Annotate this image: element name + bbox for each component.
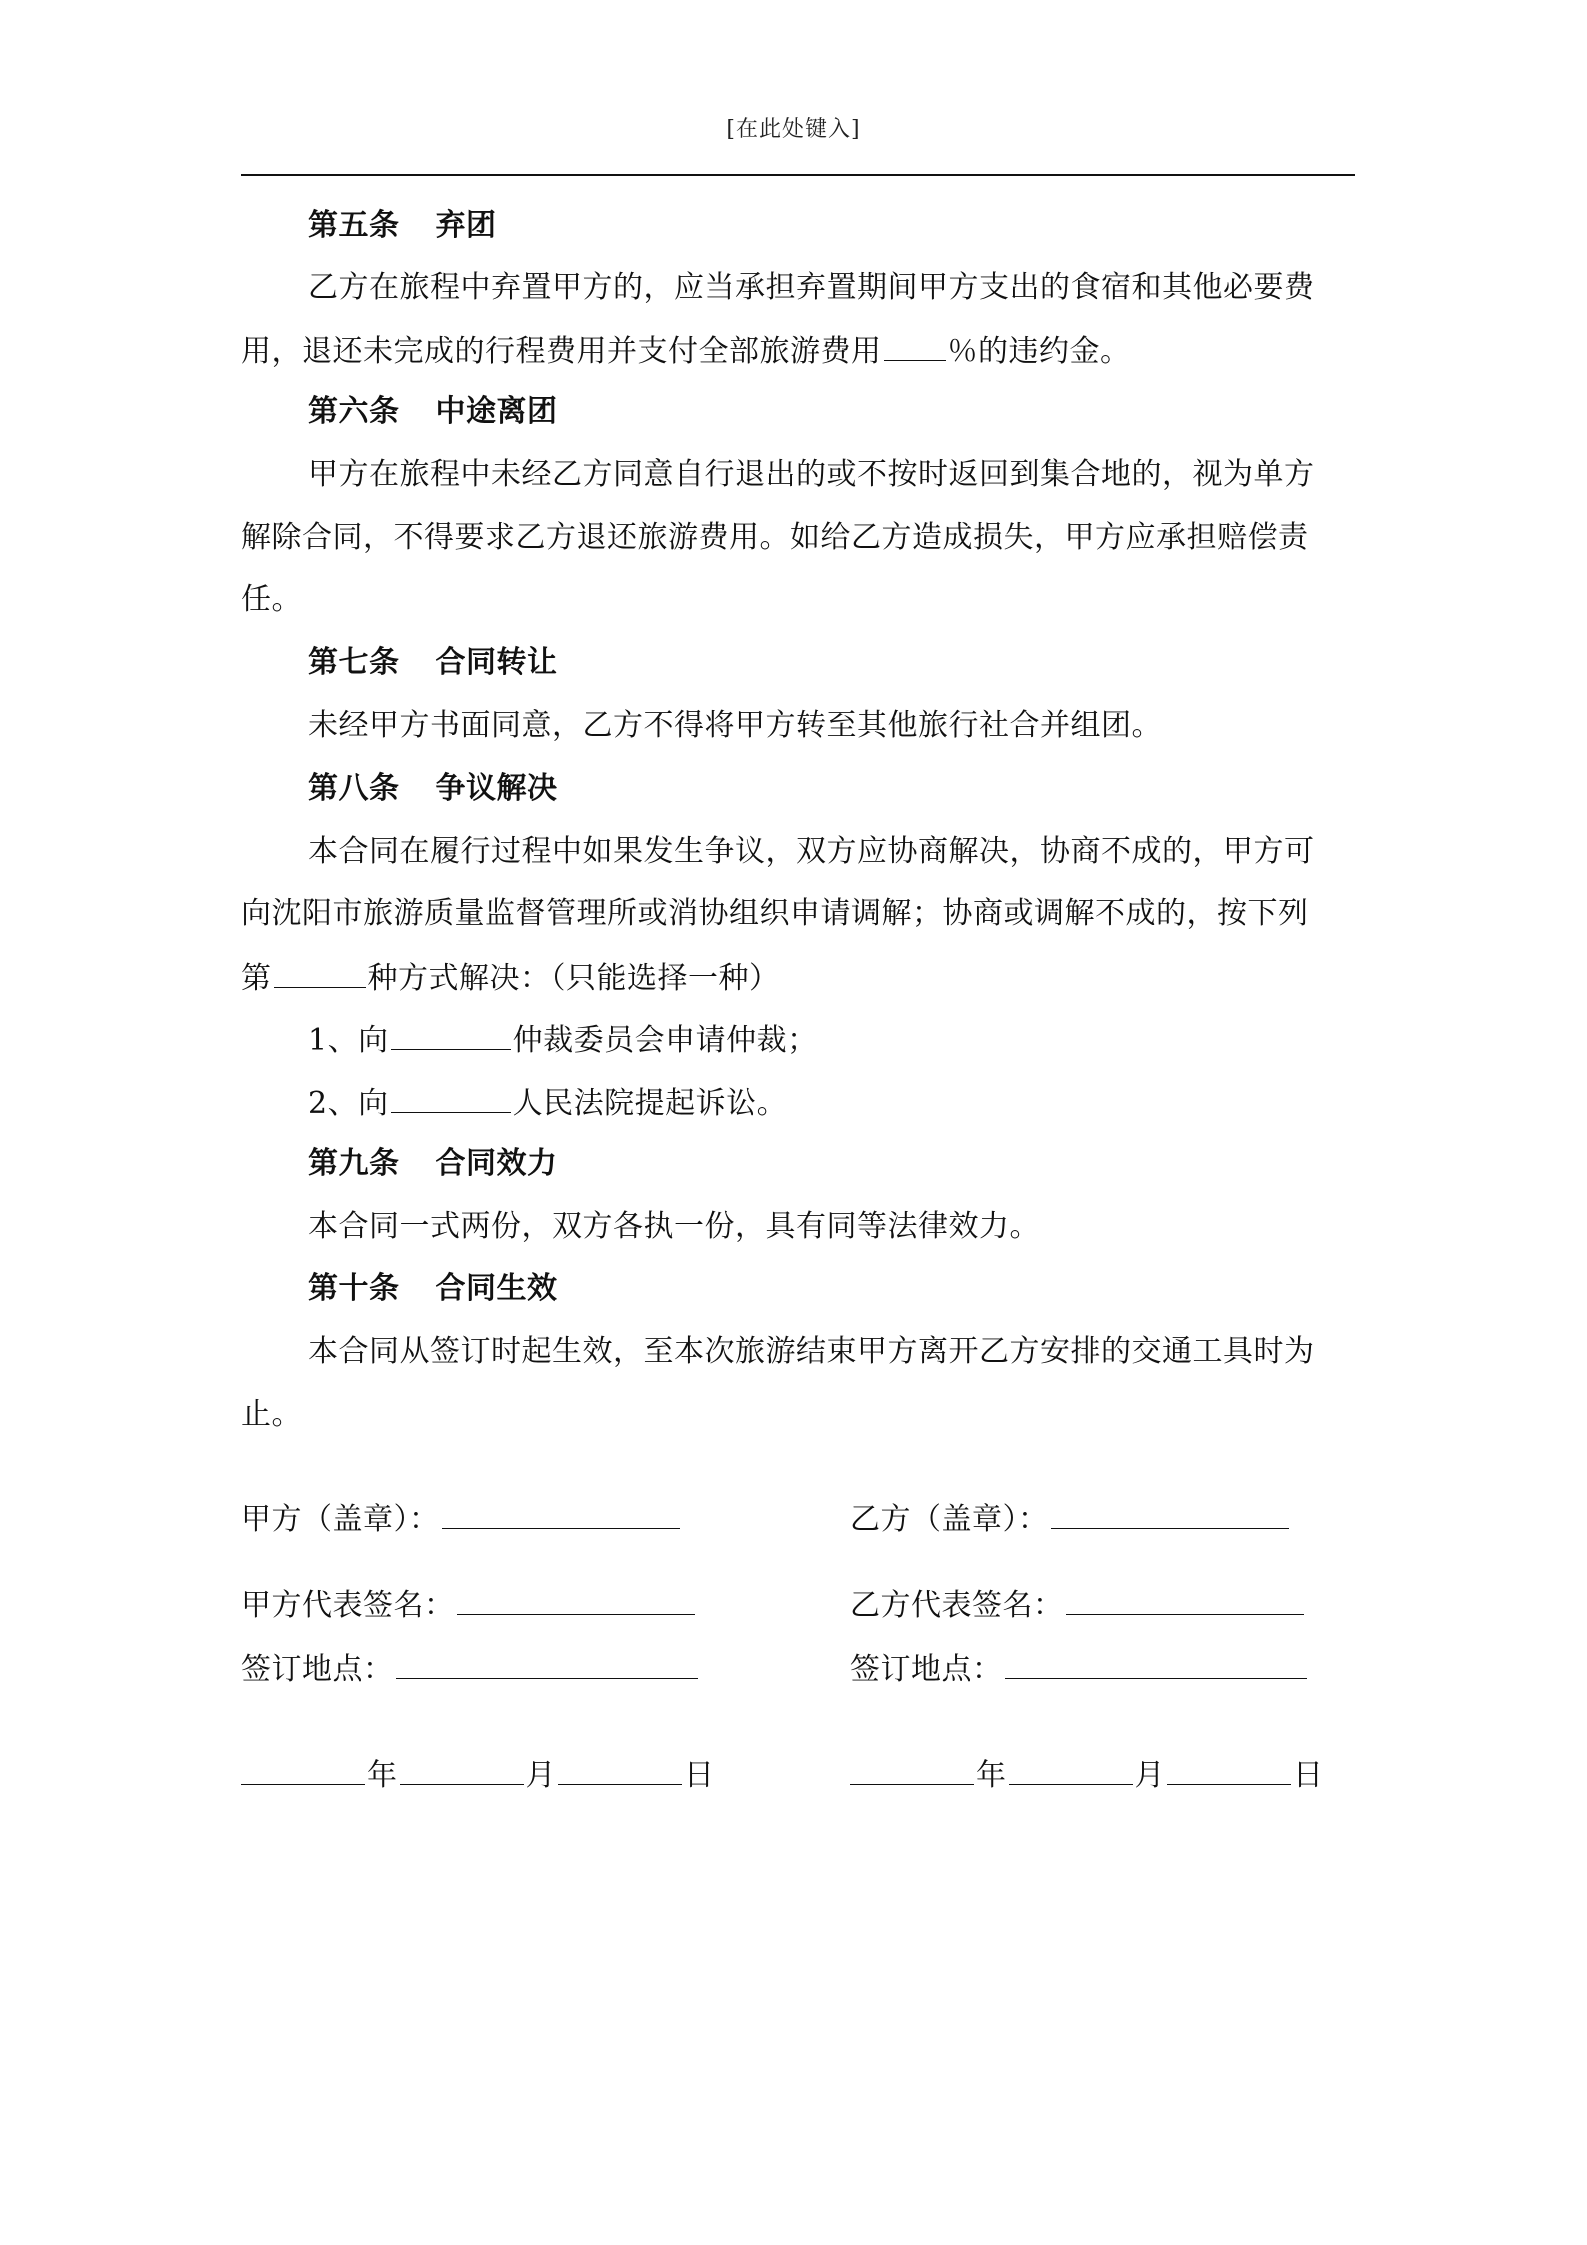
party-a-seal-field[interactable] [442, 1502, 680, 1529]
date-b-month-field[interactable] [1009, 1758, 1133, 1785]
date-b-year-label: 年 [976, 1758, 1007, 1793]
party-b-rep-field[interactable] [1066, 1588, 1304, 1615]
article10-title: 第十条 [308, 1271, 400, 1306]
article8-line2: 向沈阳市旅游质量监督管理所或消协组织申请调解；协商或调解不成的，按下列 [241, 896, 1309, 931]
party-b-seal-row [850, 1500, 1291, 1540]
party-b-seal-label: 乙方（盖章）： [850, 1502, 1049, 1537]
place-b-field[interactable] [1005, 1652, 1307, 1679]
article9-subtitle: 合同效力 [435, 1146, 558, 1181]
article8-line3 [241, 957, 780, 999]
article6-line2: 解除合同，不得要求乙方退还旅游费用。如给乙方造成损失，甲方应承担赔偿责 [241, 520, 1309, 555]
article9-line1: 本合同一式两份，双方各执一份，具有同等法律效力。 [308, 1209, 1040, 1244]
article5-line2-text-b: ％的违约金。 [947, 334, 1131, 369]
date-a-year-label: 年 [367, 1758, 398, 1793]
article6-subtitle: 中途离团 [435, 394, 558, 429]
date-b-year-field[interactable] [850, 1758, 974, 1785]
date-b-row [850, 1756, 1324, 1796]
place-a-row [241, 1650, 700, 1690]
article10-line2: 止。 [241, 1397, 302, 1432]
date-b-day-field[interactable] [1167, 1758, 1291, 1785]
article5-heading [308, 206, 497, 246]
date-a-day-field[interactable] [558, 1758, 682, 1785]
article8-heading [308, 769, 558, 809]
place-a-label: 签订地点： [241, 1652, 394, 1687]
party-b-rep-row [850, 1586, 1306, 1626]
place-a-field[interactable] [396, 1652, 698, 1679]
article5-line1: 乙方在旅程中弃置甲方的，应当承担弃置期间甲方支出的食宿和其他必要费 [308, 270, 1315, 305]
article7-heading [308, 643, 558, 683]
article5-line2-text-a: 用，退还未完成的行程费用并支付全部旅游费用 [241, 334, 882, 369]
page-header: [在此处键入] [726, 117, 861, 142]
party-a-seal-label: 甲方（盖章）： [241, 1502, 440, 1537]
article8-line1: 本合同在履行过程中如果发生争议，双方应协商解决，协商不成的，甲方可 [308, 834, 1315, 869]
party-a-rep-row [241, 1586, 697, 1626]
article7-title: 第七条 [308, 645, 400, 680]
place-b-row [850, 1650, 1309, 1690]
article8-line3-text-b: 种方式解决：（只能选择一种） [367, 961, 780, 996]
article7-subtitle: 合同转让 [435, 645, 558, 680]
header-divider [241, 174, 1355, 176]
date-b-day-label: 日 [1293, 1758, 1324, 1793]
date-b-month-label: 月 [1134, 1758, 1165, 1793]
article8-option1 [308, 1019, 818, 1061]
article9-heading [308, 1144, 558, 1184]
article8-title: 第八条 [308, 771, 400, 806]
dispute-method-blank[interactable] [274, 957, 366, 988]
article8-subtitle: 争议解决 [435, 771, 558, 806]
party-a-rep-field[interactable] [457, 1588, 695, 1615]
article6-heading [308, 392, 558, 432]
date-a-month-label: 月 [525, 1758, 556, 1793]
article6-line1: 甲方在旅程中未经乙方同意自行退出的或不按时返回到集合地的，视为单方 [308, 457, 1315, 492]
article9-title: 第九条 [308, 1146, 400, 1181]
arbitration-committee-blank[interactable] [391, 1019, 511, 1050]
article10-heading [308, 1269, 558, 1309]
article5-line2 [241, 330, 1131, 372]
option1-text-b: 仲裁委员会申请仲裁； [512, 1023, 818, 1058]
party-b-rep-label: 乙方代表签名： [850, 1588, 1064, 1623]
place-b-label: 签订地点： [850, 1652, 1003, 1687]
article5-subtitle: 弃团 [435, 208, 497, 243]
option1-text-a: 1、向 [308, 1023, 389, 1058]
date-a-year-field[interactable] [241, 1758, 365, 1785]
option2-text-a: 2、向 [308, 1086, 389, 1121]
article10-subtitle: 合同生效 [435, 1271, 558, 1306]
article5-title: 第五条 [308, 208, 400, 243]
date-a-month-field[interactable] [400, 1758, 524, 1785]
article10-line1: 本合同从签订时起生效，至本次旅游结束甲方离开乙方安排的交通工具时为 [308, 1334, 1315, 1369]
date-a-row [241, 1756, 715, 1796]
date-a-day-label: 日 [684, 1758, 715, 1793]
party-a-rep-label: 甲方代表签名： [241, 1588, 455, 1623]
article8-line3-text-a: 第 [241, 961, 272, 996]
article8-option2 [308, 1082, 787, 1124]
option2-text-b: 人民法院提起诉讼。 [512, 1086, 788, 1121]
party-a-seal-row [241, 1500, 682, 1540]
penalty-percent-blank[interactable] [884, 330, 946, 361]
article6-title: 第六条 [308, 394, 400, 429]
party-b-seal-field[interactable] [1051, 1502, 1289, 1529]
article6-line3: 任。 [241, 582, 302, 617]
article7-line1: 未经甲方书面同意，乙方不得将甲方转至其他旅行社合并组团。 [308, 708, 1162, 743]
court-blank[interactable] [391, 1082, 511, 1113]
